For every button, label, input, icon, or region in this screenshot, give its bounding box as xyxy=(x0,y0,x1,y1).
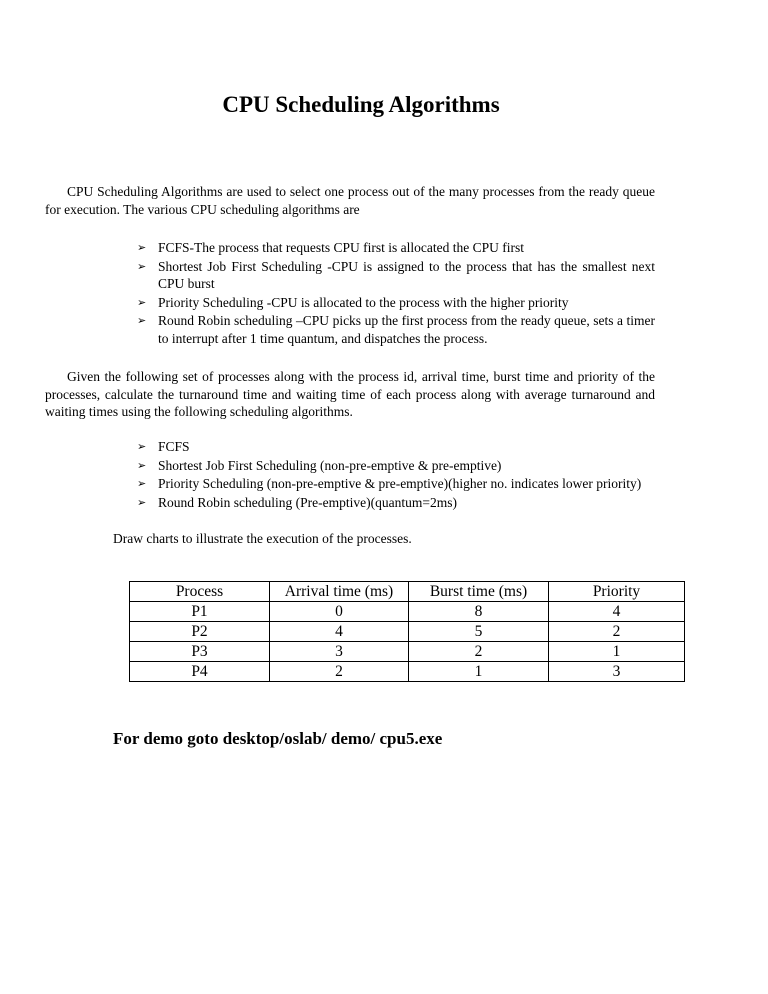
list-item-text: Round Robin scheduling –CPU picks up the first process from the ready queue, sets a timer to interrupt after 1 time quantum, and dispatches the process. xyxy=(158,313,655,346)
priority-cell: 4 xyxy=(549,602,685,622)
table-row xyxy=(130,622,685,642)
draw-note: Draw charts to illustrate the execution of the processes. xyxy=(113,531,412,546)
list-item xyxy=(137,457,655,475)
burst-time-cell: 1 xyxy=(409,662,549,682)
burst-time-cell: 2 xyxy=(409,642,549,662)
list-item xyxy=(137,438,655,456)
table-row xyxy=(130,602,685,622)
list-item-text: FCFS xyxy=(158,439,190,454)
page-title: CPU Scheduling Algorithms xyxy=(222,92,500,117)
list-item xyxy=(137,312,655,347)
task-algorithm-list xyxy=(137,438,655,512)
priority-cell: 3 xyxy=(549,662,685,682)
intro-paragraph: CPU Scheduling Algorithms are used to select one process out of the many processes from the ready queue for execution. The various CPU scheduling algorithms are xyxy=(45,184,655,217)
process-table xyxy=(129,581,685,682)
arrival-time-cell: 2 xyxy=(270,662,409,682)
arrival-time-cell: 3 xyxy=(270,642,409,662)
arrow-bullet-icon: ➢ xyxy=(137,314,147,327)
list-item xyxy=(137,475,655,493)
list-item-text: Priority Scheduling (non-pre-emptive & pre-emptive)(higher no. indicates lower priority) xyxy=(158,476,642,491)
arrow-bullet-icon: ➢ xyxy=(137,259,147,273)
table-row xyxy=(130,642,685,662)
arrival-time-cell: 0 xyxy=(270,602,409,622)
list-item xyxy=(137,494,655,512)
list-item-text: FCFS-The process that requests CPU first is allocated the CPU first xyxy=(158,240,524,255)
list-item xyxy=(137,294,655,312)
burst-time-cell: 8 xyxy=(409,602,549,622)
arrow-bullet-icon: ➢ xyxy=(137,295,147,309)
list-item xyxy=(137,258,655,293)
list-item-text: Priority Scheduling -CPU is allocated to the process with the higher priority xyxy=(158,294,569,310)
process-id-cell: P2 xyxy=(130,622,270,642)
task-paragraph: Given the following set of processes along with the process id, arrival time, burst time and priority of the processes, calculate the turnaround time and waiting time of each process along with average turnaround and waiting times using the following scheduling algorithms. xyxy=(45,369,655,419)
arrival-time-cell: 4 xyxy=(270,622,409,642)
arrow-bullet-icon: ➢ xyxy=(137,458,147,472)
list-item-text: Shortest Job First Scheduling (non-pre-emptive & pre-emptive) xyxy=(158,457,502,473)
list-item-text: Round Robin scheduling (Pre-emptive)(quantum=2ms) xyxy=(158,494,457,510)
column-header-process: Process xyxy=(130,582,270,602)
list-item-text: Shortest Job First Scheduling -CPU is assigned to the process that has the smallest next CPU burst xyxy=(158,258,655,291)
column-header-arrival-time: Arrival time (ms) xyxy=(270,582,409,602)
priority-cell: 1 xyxy=(549,642,685,662)
process-id-cell: P1 xyxy=(130,602,270,622)
priority-cell: 2 xyxy=(549,622,685,642)
arrow-bullet-icon: ➢ xyxy=(137,477,147,490)
process-id-cell: P3 xyxy=(130,642,270,662)
column-header-burst-time: Burst time (ms) xyxy=(409,582,549,602)
demo-note: For demo goto desktop/oslab/ demo/ cpu5.exe xyxy=(113,729,443,748)
table-row xyxy=(130,662,685,682)
arrow-bullet-icon: ➢ xyxy=(137,495,147,509)
list-item xyxy=(137,239,655,257)
algorithm-list xyxy=(137,239,655,348)
column-header-priority: Priority xyxy=(549,582,685,602)
arrow-bullet-icon: ➢ xyxy=(137,440,147,453)
burst-time-cell: 5 xyxy=(409,622,549,642)
table-header-row xyxy=(130,582,685,602)
arrow-bullet-icon: ➢ xyxy=(137,241,147,254)
process-id-cell: P4 xyxy=(130,662,270,682)
